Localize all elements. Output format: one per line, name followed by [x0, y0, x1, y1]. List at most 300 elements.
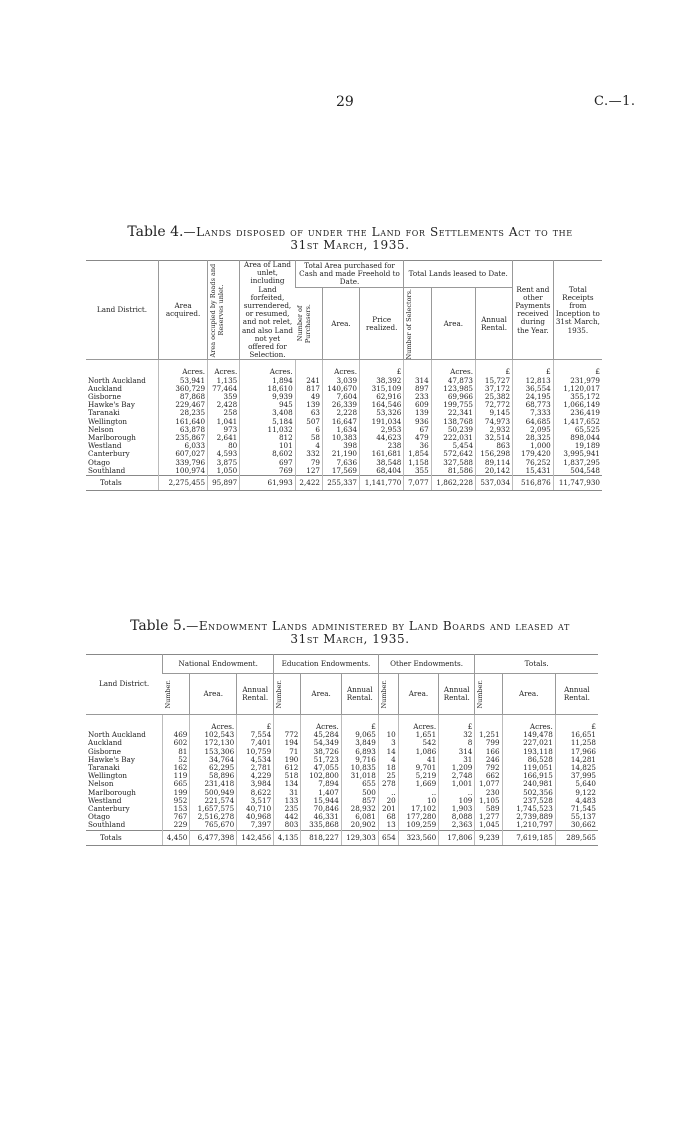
table-cell: 44,623 — [360, 434, 404, 442]
table-cell: 258 — [208, 409, 240, 417]
table-cell: 14 — [378, 748, 398, 756]
table-cell: 1,417,652 — [553, 418, 602, 426]
totals-cell: 654 — [378, 830, 398, 845]
table-cell: 507 — [295, 418, 322, 426]
table-cell: 1,105 — [475, 797, 502, 805]
table-cell: 20,142 — [476, 467, 513, 476]
table-cell: 30,662 — [555, 821, 598, 830]
table-cell: 70,846 — [301, 805, 341, 813]
table-cell: 222,031 — [431, 434, 475, 442]
table-cell: 504,548 — [553, 467, 602, 476]
t5-header-education: Education Endowments. — [274, 655, 379, 674]
table-cell: 817 — [295, 385, 322, 393]
table-cell: 9,122 — [555, 789, 598, 797]
table-cell: 109 — [439, 797, 475, 805]
table-cell: 53,326 — [360, 409, 404, 417]
table-cell: 140,670 — [322, 385, 359, 393]
table-cell: 18,610 — [240, 385, 295, 393]
table-cell: 164,546 — [360, 401, 404, 409]
table-cell: 518 — [274, 772, 301, 780]
t4-header-purchasers: Number of Purchasers. — [296, 304, 313, 344]
table-cell: 81,586 — [431, 467, 475, 476]
district-name: Southland — [88, 820, 126, 830]
table-row — [86, 739, 598, 747]
totals-cell: 95,897 — [208, 476, 240, 491]
units-cell: Acres. — [322, 360, 359, 377]
totals-cell: 7,619,185 — [502, 830, 555, 845]
table-cell: .. — [378, 789, 398, 797]
totals-cell: 6,477,398 — [190, 830, 237, 845]
table4-title-line2: 31st March, 1935. — [290, 238, 410, 252]
table-cell: 542 — [398, 739, 438, 747]
table-cell: 161,681 — [360, 450, 404, 458]
units-cell: £ — [553, 360, 602, 377]
table-cell: 9,701 — [398, 764, 438, 772]
district-name: Hawke's Bay — [88, 400, 135, 410]
table-cell: 952 — [163, 797, 190, 805]
table4 — [86, 260, 602, 491]
table-cell: 53,941 — [159, 377, 208, 385]
table-cell: 1,086 — [398, 748, 438, 756]
district-name: Southland — [88, 465, 126, 475]
table-cell: 2,363 — [439, 821, 475, 830]
district-name: Otago — [88, 812, 110, 822]
table-cell: 655 — [341, 780, 378, 788]
table-cell: 4,534 — [237, 756, 274, 764]
page-number: 29 — [336, 94, 354, 110]
table-cell: 5,219 — [398, 772, 438, 780]
table-cell: 162 — [163, 764, 190, 772]
t5-header-rental: Annual Rental. — [439, 674, 475, 715]
table-cell: 119 — [163, 772, 190, 780]
table-cell: 72,772 — [476, 401, 513, 409]
table-cell: 3 — [378, 739, 398, 747]
document-reference: C.—1. — [594, 94, 636, 109]
district-name: Otago — [88, 457, 110, 467]
table-cell: 68,404 — [360, 467, 404, 476]
table-cell: 156,298 — [476, 450, 513, 458]
table-cell: 229 — [163, 821, 190, 830]
table5 — [86, 654, 598, 846]
table-cell: 238 — [360, 442, 404, 450]
table-cell: 69,966 — [431, 393, 475, 401]
table-cell: 240,981 — [502, 780, 555, 788]
table-cell: 315,109 — [360, 385, 404, 393]
table-cell: .. — [398, 789, 438, 797]
table-row — [86, 756, 598, 764]
table-cell: 1,407 — [301, 789, 341, 797]
table-cell: 63,878 — [159, 426, 208, 434]
table-cell: 314 — [439, 748, 475, 756]
table-cell: 3,995,941 — [553, 450, 602, 458]
table-cell: 339,796 — [159, 459, 208, 467]
totals-label: Totals — [86, 830, 163, 845]
units-cell: Acres. — [240, 360, 295, 377]
table-cell: 71,545 — [555, 805, 598, 813]
table-cell: 14,825 — [555, 764, 598, 772]
table-cell: 469 — [163, 731, 190, 739]
table-cell: 236,419 — [553, 409, 602, 417]
table-cell: 1,854 — [404, 450, 431, 458]
district-name: Nelson — [88, 779, 114, 789]
totals-cell: 255,337 — [322, 476, 359, 491]
units-cell: Acres. — [208, 360, 240, 377]
table-cell: 32,514 — [476, 434, 513, 442]
table-cell: 22,341 — [431, 409, 475, 417]
table-cell: 662 — [475, 772, 502, 780]
district-name: Gisborne — [88, 392, 121, 402]
district-name: Wellington — [88, 416, 128, 426]
table-row — [86, 748, 598, 756]
table-cell: 26,339 — [322, 401, 359, 409]
district-name: Canterbury — [88, 804, 130, 814]
units-cell: Acres. — [159, 360, 208, 377]
t4-header-unlet: Area of Land unlet, including Land forfeited, surrendered, or resumed, and not relet, and also Land not yet offered for Selection. — [240, 261, 295, 360]
table-cell: 1,277 — [475, 813, 502, 821]
table-cell: 21,190 — [322, 450, 359, 458]
district-name: Wellington — [88, 771, 128, 781]
table-cell: 9,145 — [476, 409, 513, 417]
table-cell: 62,916 — [360, 393, 404, 401]
table-cell: 6 — [295, 426, 322, 434]
table-cell: 233 — [404, 393, 431, 401]
table-cell: 58 — [295, 434, 322, 442]
table-cell: 139 — [295, 401, 322, 409]
table-cell: 31 — [439, 756, 475, 764]
table-cell: 665 — [163, 780, 190, 788]
table-cell: 201 — [378, 805, 398, 813]
t4-header-leased-group: Total Lands leased to Date. — [404, 261, 513, 288]
table-cell: 10,759 — [237, 748, 274, 756]
t5-header-rental: Annual Rental. — [237, 674, 274, 715]
t5-header-area: Area. — [301, 674, 341, 715]
totals-cell: 7,077 — [404, 476, 431, 491]
table-cell: 179,420 — [513, 450, 554, 458]
district-name: Auckland — [88, 383, 123, 393]
table-cell: 936 — [404, 418, 431, 426]
table-cell: 9,939 — [240, 393, 295, 401]
units-cell: Acres. — [502, 715, 555, 732]
table-cell: 897 — [404, 385, 431, 393]
table-cell: 8,088 — [439, 813, 475, 821]
table-cell: 86,528 — [502, 756, 555, 764]
table-cell: 50,239 — [431, 426, 475, 434]
table-cell: 2,739,889 — [502, 813, 555, 821]
units-cell: £ — [237, 715, 274, 732]
table-cell: 109,259 — [398, 821, 438, 830]
table-cell: 697 — [240, 459, 295, 467]
table-cell: 17,966 — [555, 748, 598, 756]
totals-cell: 142,456 — [237, 830, 274, 845]
district-name: North Auckland — [88, 375, 146, 385]
table-cell: 231,979 — [553, 377, 602, 385]
table-cell: 100,974 — [159, 467, 208, 476]
units-cell: £ — [555, 715, 598, 732]
table-cell: 2,516,278 — [190, 813, 237, 821]
table-cell: 10,835 — [341, 764, 378, 772]
table-cell: 47,055 — [301, 764, 341, 772]
t5-header-area: Area. — [502, 674, 555, 715]
table-cell: 31 — [274, 789, 301, 797]
table-cell: 2,781 — [237, 764, 274, 772]
table-cell: 1,251 — [475, 731, 502, 739]
table4-title-line1: —Lands disposed of under the Land for Settlements Act to the — [183, 225, 573, 239]
totals-row — [86, 830, 598, 845]
table-cell: 37,172 — [476, 385, 513, 393]
table-cell: 812 — [240, 434, 295, 442]
table-cell: 2,095 — [513, 426, 554, 434]
table-cell: 246 — [475, 756, 502, 764]
units-row — [86, 715, 598, 732]
table-cell: 25,382 — [476, 393, 513, 401]
table-cell: 119,051 — [502, 764, 555, 772]
table-cell: 31,018 — [341, 772, 378, 780]
t5-header-number: Number. — [163, 679, 172, 709]
table-cell: 589 — [475, 805, 502, 813]
totals-cell: 4,450 — [163, 830, 190, 845]
table-cell: 68,773 — [513, 401, 554, 409]
t5-header-number: Number. — [379, 679, 388, 709]
table-cell: 355 — [404, 467, 431, 476]
table-cell: 51,723 — [301, 756, 341, 764]
table-cell: 2,748 — [439, 772, 475, 780]
totals-cell: 289,565 — [555, 830, 598, 845]
table-cell: 500 — [341, 789, 378, 797]
table-cell: 49 — [295, 393, 322, 401]
units-cell — [86, 360, 159, 377]
table-cell: 38,392 — [360, 377, 404, 385]
units-cell — [163, 715, 190, 732]
table-cell: 38,726 — [301, 748, 341, 756]
table-cell: 71 — [274, 748, 301, 756]
totals-cell: 2,275,455 — [159, 476, 208, 491]
table-cell: 500,949 — [190, 789, 237, 797]
district-name: Nelson — [88, 424, 114, 434]
units-cell: £ — [513, 360, 554, 377]
table-row — [86, 731, 598, 739]
table-cell: 2,228 — [322, 409, 359, 417]
t4-header-selectors: Number of Selectors. — [405, 288, 414, 360]
table-cell: 572,642 — [431, 450, 475, 458]
table5-title-line1: —Endowment Lands administered by Land Boards and leased at — [186, 619, 570, 633]
table-cell: 80 — [208, 442, 240, 450]
table-cell: 52 — [163, 756, 190, 764]
table-cell: 803 — [274, 821, 301, 830]
table-cell: 1,050 — [208, 467, 240, 476]
table-cell: 7,401 — [237, 739, 274, 747]
table-cell: 40,710 — [237, 805, 274, 813]
table-cell: 102,800 — [301, 772, 341, 780]
table-cell: 87,868 — [159, 393, 208, 401]
table-cell: 7,333 — [513, 409, 554, 417]
table-cell: 241 — [295, 377, 322, 385]
table-cell: 38,548 — [360, 459, 404, 467]
table-cell: 10 — [378, 731, 398, 739]
t4-header-area-leased: Area. — [431, 288, 475, 360]
t5-header-rental: Annual Rental. — [341, 674, 378, 715]
table-cell: 767 — [163, 813, 190, 821]
table-cell: 235,867 — [159, 434, 208, 442]
table-cell: 7,894 — [301, 780, 341, 788]
totals-cell: 17,806 — [439, 830, 475, 845]
table-cell: 177,280 — [398, 813, 438, 821]
units-cell — [274, 715, 301, 732]
table-cell: 5,640 — [555, 780, 598, 788]
table-cell: 1,158 — [404, 459, 431, 467]
units-cell: £ — [476, 360, 513, 377]
table-cell: 28,932 — [341, 805, 378, 813]
table-cell: 3,849 — [341, 739, 378, 747]
table-cell: 945 — [240, 401, 295, 409]
table-cell: 10 — [398, 797, 438, 805]
table-cell: 40,968 — [237, 813, 274, 821]
table-cell: 6,033 — [159, 442, 208, 450]
table-cell: 18 — [378, 764, 398, 772]
table-cell: 138,768 — [431, 418, 475, 426]
table-cell: 442 — [274, 813, 301, 821]
table-cell: 5,454 — [431, 442, 475, 450]
t4-header-district: Land District. — [86, 261, 159, 360]
totals-cell: 1,141,770 — [360, 476, 404, 491]
table-cell: 153,306 — [190, 748, 237, 756]
table-cell: 792 — [475, 764, 502, 772]
table-cell: 65,525 — [553, 426, 602, 434]
table-cell: 1,041 — [208, 418, 240, 426]
table-cell: 36,554 — [513, 385, 554, 393]
units-cell: £ — [360, 360, 404, 377]
table-cell: 235 — [274, 805, 301, 813]
table-cell: 772 — [274, 731, 301, 739]
totals-cell: 61,993 — [240, 476, 295, 491]
table-cell: 3,039 — [322, 377, 359, 385]
table-cell: 1,210,797 — [502, 821, 555, 830]
table-cell: 1,135 — [208, 377, 240, 385]
table-cell: 5,184 — [240, 418, 295, 426]
table-cell: 62,295 — [190, 764, 237, 772]
table-cell: 19,189 — [553, 442, 602, 450]
table-cell: 765,670 — [190, 821, 237, 830]
table-cell: 479 — [404, 434, 431, 442]
table-cell: 193,118 — [502, 748, 555, 756]
table-cell: 973 — [208, 426, 240, 434]
table-cell: 166 — [475, 748, 502, 756]
units-cell: £ — [341, 715, 378, 732]
table-cell: 153 — [163, 805, 190, 813]
units-cell — [475, 715, 502, 732]
table-row — [86, 780, 598, 788]
table-cell: 2,641 — [208, 434, 240, 442]
table-cell: 12,813 — [513, 377, 554, 385]
t5-header-national: National Endowment. — [163, 655, 274, 674]
table-cell: 47,873 — [431, 377, 475, 385]
table-cell: 1,045 — [475, 821, 502, 830]
table-cell: 15,431 — [513, 467, 554, 476]
units-cell: £ — [439, 715, 475, 732]
units-cell: Acres. — [301, 715, 341, 732]
table-cell: 36 — [404, 442, 431, 450]
table-cell: 1,669 — [398, 780, 438, 788]
table-cell: 7,554 — [237, 731, 274, 739]
table-cell: 1,077 — [475, 780, 502, 788]
units-cell — [295, 360, 322, 377]
units-row — [86, 360, 602, 377]
table-cell: 55,137 — [555, 813, 598, 821]
t5-header-area: Area. — [190, 674, 237, 715]
table-cell: 609 — [404, 401, 431, 409]
table-cell: 161,640 — [159, 418, 208, 426]
totals-cell: 9,239 — [475, 830, 502, 845]
table-cell: 2,428 — [208, 401, 240, 409]
table-cell: 2,953 — [360, 426, 404, 434]
table-cell: 11,032 — [240, 426, 295, 434]
table-cell: 6,081 — [341, 813, 378, 821]
table-cell: 1,903 — [439, 805, 475, 813]
table-cell: 54,349 — [301, 739, 341, 747]
t4-header-roads-reserves: Area occupied by Roads and Reserves unlet. — [209, 263, 226, 358]
district-name: North Auckland — [88, 730, 146, 740]
units-cell — [404, 360, 431, 377]
table-cell: 68 — [378, 813, 398, 821]
units-cell — [86, 715, 163, 732]
table-cell: 227,021 — [502, 739, 555, 747]
table-row — [86, 772, 598, 780]
table-cell: 4,593 — [208, 450, 240, 458]
table-cell: 15,944 — [301, 797, 341, 805]
table-cell: 134 — [274, 780, 301, 788]
table-cell: 9,716 — [341, 756, 378, 764]
table-cell: 46,331 — [301, 813, 341, 821]
table-cell: 24,195 — [513, 393, 554, 401]
table-cell: 1,657,575 — [190, 805, 237, 813]
totals-cell: 4,135 — [274, 830, 301, 845]
table-cell: 7,397 — [237, 821, 274, 830]
table-cell: 360,729 — [159, 385, 208, 393]
district-name: Taranaki — [88, 763, 120, 773]
table-cell: 79 — [295, 459, 322, 467]
table-cell: 190 — [274, 756, 301, 764]
table-cell: 127 — [295, 467, 322, 476]
table-cell: 172,130 — [190, 739, 237, 747]
table-cell: 4 — [378, 756, 398, 764]
table-row — [86, 764, 598, 772]
t4-header-rent-received: Rent and other Payments received during the Year. — [513, 261, 554, 360]
table-cell: 314 — [404, 377, 431, 385]
table-cell: 229,467 — [159, 401, 208, 409]
table-cell: 133 — [274, 797, 301, 805]
district-name: Canterbury — [88, 449, 130, 459]
table-cell: 13 — [378, 821, 398, 830]
table-row — [86, 467, 602, 476]
table-cell: 20,902 — [341, 821, 378, 830]
table-cell: 64,685 — [513, 418, 554, 426]
table-cell: 10,383 — [322, 434, 359, 442]
units-cell — [378, 715, 398, 732]
t5-header-number: Number. — [275, 679, 284, 709]
table-cell: 76,252 — [513, 459, 554, 467]
table-cell: 6,893 — [341, 748, 378, 756]
table-cell: 8,602 — [240, 450, 295, 458]
table-cell: 355,172 — [553, 393, 602, 401]
district-name: Taranaki — [88, 408, 120, 418]
t4-header-rental: Annual Rental. — [476, 288, 513, 360]
table5-label: Table 5. — [130, 618, 187, 634]
table-cell: 278 — [378, 780, 398, 788]
table-cell: 67 — [404, 426, 431, 434]
table-cell: 863 — [476, 442, 513, 450]
table-cell: 4 — [295, 442, 322, 450]
table-cell: 32 — [439, 731, 475, 739]
table5-caption — [80, 620, 620, 646]
